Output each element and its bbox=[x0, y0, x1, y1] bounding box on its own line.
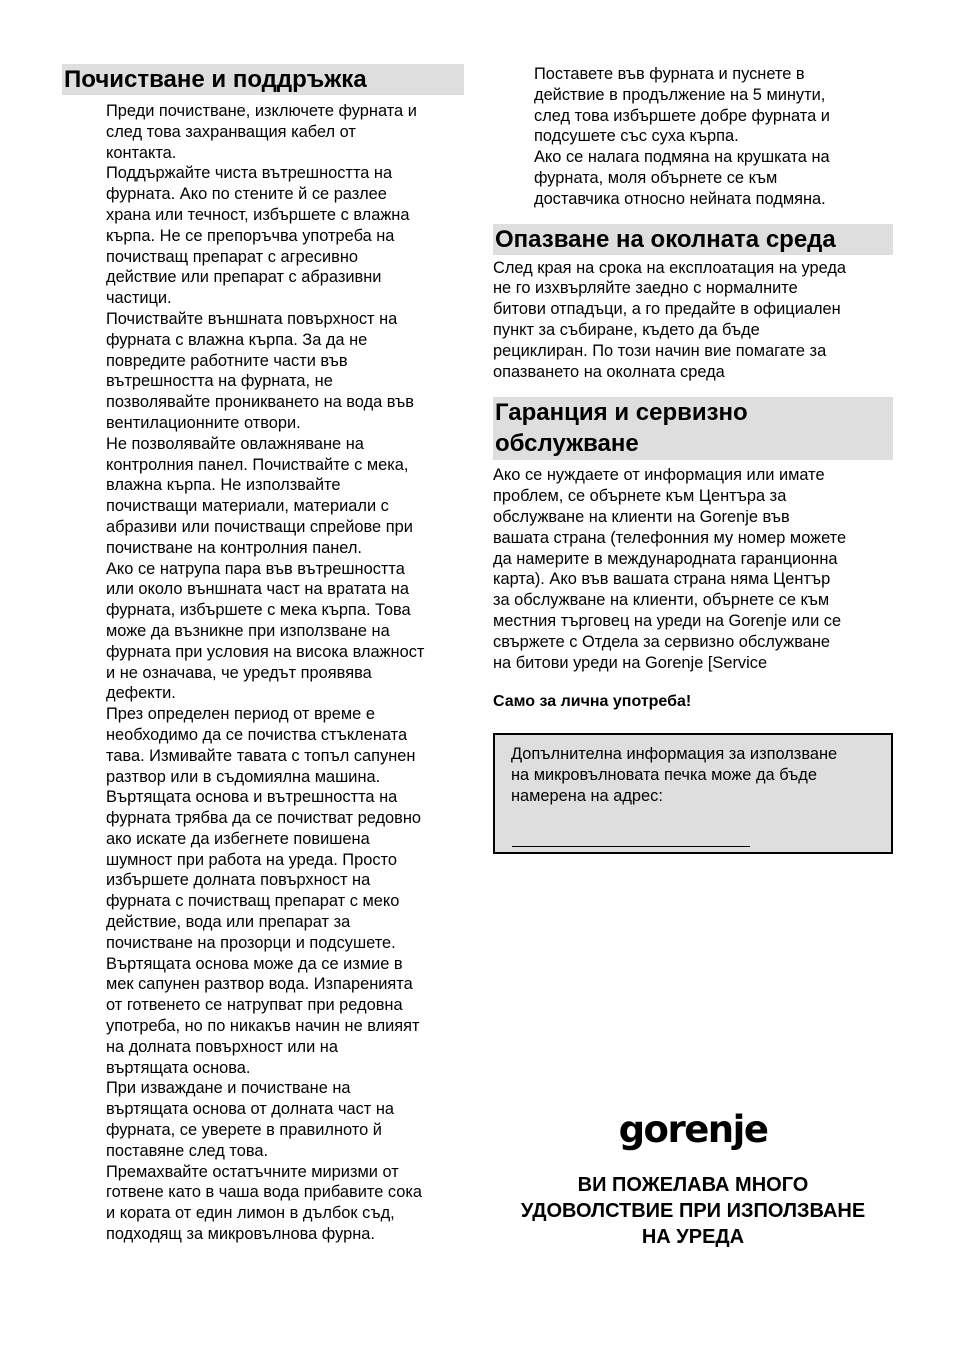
warranty-text: Ако се нуждаете от информация или имате проблем, се обърнете към Центъра за обслужване на клиенти на Gorenje във вашата страна (телефонния му номер можете да намерите в международната гаранционна карта). Ако във вашата страна няма Център за обслужване на клиенти, обърнете се към местния търговец на уреди на Gorenje или се свържете с Отдела за сервизно обслужване на битови уреди на Gorenje [Service bbox=[493, 466, 847, 672]
brand-slogan: ВИ ПОЖЕЛАВА МНОГО УДОВОЛСТВИЕ ПРИ ИЗПОЛЗВАНЕ НА УРЕДА bbox=[520, 1174, 866, 1248]
brand-logo-container bbox=[493, 1108, 893, 1152]
cleaning-instructions: Преди почистване, изключете фурната и след това захранващия кабел от контакта. Поддържайте чиста вътрешността на фурната. Ако по стените й се разлее храна или течност, избършете с влажна кърпа. Не се препоръчва употреба на почистващ препарат с агресивно действие или препарат с абразивни частици. Почиствайте външната повърхност на фурната с влажна кърпа. За да не повредите работните части във вътрешността на фурната, не позволявайте проникването на вода във вентилационните отвори. Не позволявайте овлажняване на контролния панел. Почиствайте с мека, влажна кърпа. Не използвайте почистващи материали, материали с абразиви или почистващи спрейове при почистване на контролния панел. Ако се натрупа пара във вътрешността или около външната част на вратата на фурната, избършете с мека кърпа. Това може да възникне при използване на фурната при условия на висока влажност и не означава, че уредът проявява дефекти. През определен период от време е необходимо да се почиства стъклената тава. Измивайте тавата с топъл сапунен разтвор или в съдомиялна машина. Въртящата основа и вътрешността на фурната трябва да се почистват редовно ако искате да избегнете повишена шумност при работа на уреда. Просто избършете долната повърхност на фурната с почистващ препарат с меко действие, вода или препарат за почистване на прозорци и подсушете. Въртящата основа може да се измие в мек сапунен разтвор вода. Изпаренията от готвенето се натрупват при редовна употреба, но по никакъв начин не влияят на долната повърхност или на въртящата основа. При изваждане и почистване на въртящата основа от долната част на фурната, се уверете в правилното й поставяне след това. Премахвайте остатъчните миризми от готвене като в чаша вода прибавите сока и кората от един лимон в дълбок съд, подходящ за микровълнова фурна. bbox=[106, 102, 425, 1244]
info-box-text: Допълнителна информация за използване на микровълновата печка може да бъде намерена на адрес: bbox=[511, 745, 838, 805]
environment-text: След края на срока на експлоатация на уреда не го изхвърляйте заедно с нормалните битови отпадъци, а го предайте в официален пункт за събиране, където да бъде рециклиран. По този начин вие помагате за опазването на околната среда bbox=[493, 258, 847, 381]
cleaning-heading: Почистване и поддръжка bbox=[62, 64, 464, 95]
left-column bbox=[62, 64, 464, 1245]
address-blank-line bbox=[512, 846, 750, 847]
gorenje-logo: gorenje bbox=[618, 1108, 768, 1151]
right-column bbox=[493, 64, 893, 854]
cleaning-instructions-continued: Поставете във фурната и пуснете в действие в продължение на 5 минути, след това избършете добре фурната и подсушете със суха кърпа. Ако се налага подмяна на крушката на фурната, моля обърнете се към доставчика относно нейната подмяна. bbox=[534, 65, 830, 208]
info-box bbox=[493, 733, 893, 854]
environment-heading: Опазване на околната среда bbox=[493, 224, 893, 255]
personal-use-note: Само за лична употреба! bbox=[493, 693, 692, 711]
warranty-heading: Гаранция и сервизно обслужване bbox=[493, 397, 893, 460]
